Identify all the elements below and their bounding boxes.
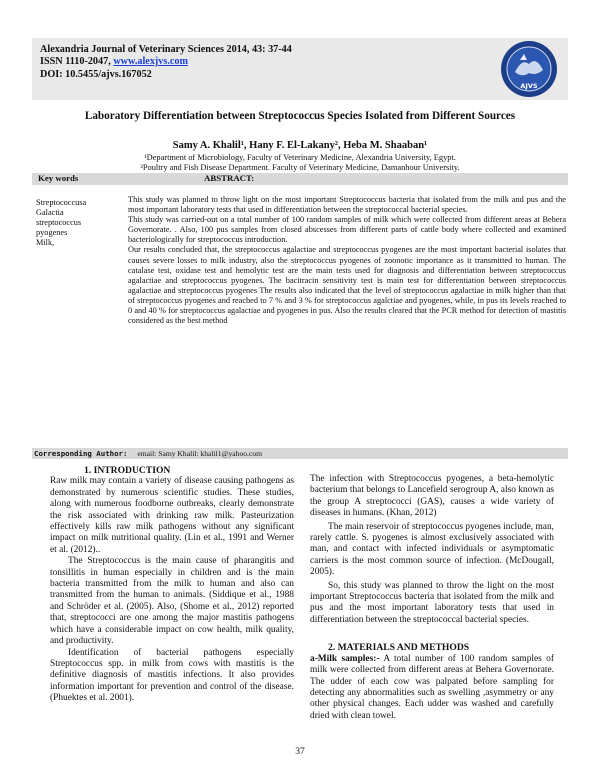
authors: Samy A. Khalil¹, Hany F. El-Lakany², Heba M. Shaaban¹	[172, 140, 428, 151]
abstract-paragraph: This study was planned to throw light on the most important Streptococcus bacteria that isolated from the milk and pus and the most important laboratory tests that used in differentiation between the streptococcal bacterial species.	[128, 195, 566, 215]
intro-paragraph: The infection with Streptococcus pyogenes, a beta-hemolytic bacterium that belongs to Lancefield serogroup A, also known as the group A streptococci (GAS), causes a wide variety of diseases in humans. (Khan, 2012)	[310, 474, 554, 519]
affiliation-2: ²Poultry and Fish Disease Department. Faculty of Veterinary Medicine, Damanhour University.	[140, 163, 460, 172]
journal-website-link[interactable]: www.alexjvs.com	[113, 56, 189, 68]
corresponding-email: email: Samy Khalil: khalil1@yahoo.com	[137, 449, 263, 458]
keyword-item: streptococcus	[36, 218, 82, 227]
abstract-body	[128, 195, 566, 449]
journal-logo-icon	[500, 40, 558, 98]
keywords-abstract-header	[32, 173, 568, 185]
logo-text: AJVS	[520, 82, 538, 90]
page-number: 37	[295, 746, 305, 757]
milk-samples-text: A total number of 100 random samples of milk were collected from different areas at Behera Governorate. The udder of each cow was palpated before sampling for detecting any abnormalities such as swelling ,asymmetry or any other physical changes. Each udder was washed and carefully dried with clean towel.	[310, 653, 554, 721]
abstract-heading: ABSTRACT:	[204, 173, 255, 183]
intro-paragraph: Raw milk may contain a variety of disease causing pathogens as demonstrated by numerous scientific studies. These studies, along with numerous foodborne outbreaks, clearly demonstrate the risk associated with drinking raw milk. Pasteurization effectively kills raw milk pathogens without any significant impact on milk nutritional quality. (Lin et al., 1991 and Werner et al. (2012)..	[50, 476, 294, 555]
paper-title: Laboratory Differentiation between Streptococcus Species Isolated from Different Sources	[84, 110, 516, 122]
abstract-paragraph: This study was carried-out on a total number of 100 random samples of milk which were collected from different areas at Behera Governorate. . Also, 100 pus samples from closed abscesses from different parts of cattle body where collected and examined bacteriologically for streptococcus introduction.	[128, 215, 566, 245]
journal-doi: DOI: 10.5455/ajvs.167052	[40, 68, 152, 80]
intro-paragraph: So, this study was planned to throw the light on the most important Streptococcus bacteria that isolated from the milk and pus and the most important laboratory tests that used in differentiation between the streptococcal bacterial species.	[310, 580, 554, 625]
affiliation-1: ¹Department of Microbiology, Faculty of Veterinary Medicine, Alexandria University, Egypt.	[144, 153, 456, 162]
keywords-list	[36, 198, 86, 248]
intro-paragraph: The Streptococcus is the main cause of pharangitis and tonsillitis in human especially in children and is the main bacteria transmitted from the milk to human and also can transmitted from the human to animals. (Siddique et al., 1988 and Schröder et al. (2005). Also, (Shome et al., 2012) reported that, streptococci are one among the major mastitis pathogens which have a considerable impact on cow health, milk quality, and productivity.	[50, 556, 294, 647]
keyword-item: Galactia	[36, 208, 64, 217]
introduction-heading: 1. INTRODUCTION	[84, 465, 171, 476]
abstract-paragraph: Our results concluded that, the streptococcus agalactiae and streptococcus pyogenes are the most important bacterial isolates that causes severe losses to milk industry, also the streptococcus pyogenes of zoonotic importance as it transmitted to human. The catalase test, oxidase test and hemolytic test are the main tests used for diagnosis and differentiation between streptococcus agalactiae and streptococcus pyogenes. The bacitracin sensitivity test is main test for differentiation between streptococcus agalactiae and streptococcus pyogenes The results also indicated that the level of streptococcus agalactiae in milk higher than that of streptococcus pyogenes and reached to 7 % and 3 % for streptococcus agalctiae and pyogenes, while, in pus its levels reached to 0 and 40 % for streptococcus agalactiae and pyogenes in pus. Also the results cleared that the PCR method for detection of mastitis considered as the best method	[128, 245, 566, 326]
right-column	[310, 474, 554, 722]
keyword-item: Milk,	[36, 238, 55, 247]
journal-citation: Alexandria Journal of Veterinary Sciences 2014, 43: 37-44	[40, 44, 292, 55]
methods-paragraph	[310, 654, 554, 722]
journal-info	[40, 44, 292, 81]
corresponding-label: Corresponding Author:	[34, 449, 128, 458]
milk-samples-subheading: a-Milk samples:-	[310, 653, 380, 664]
methods-heading: 2. MATERIALS AND METHODS	[328, 642, 470, 654]
corresponding-author-bar	[32, 448, 568, 459]
keywords-heading: Key words	[38, 173, 79, 183]
intro-paragraph: Identification of bacterial pathogens especially Streptococcus spp. in milk from cows with mastitis is the definitive diagnosis of mastitis infections. It also provides information important for prevention and control of the disease. (Phuektes et al. 2001).	[50, 647, 294, 704]
intro-paragraph: The main reservoir of streptococcus pyogenes include, man, rarely cattle. S. pyogenes is almost exclusively associated with man, and contact with infected individuals or asymptomatic carriers is the most common source of infection. (McDougall, 2005).	[310, 521, 554, 578]
keyword-item: pyogenes	[36, 228, 68, 237]
left-column	[50, 465, 294, 705]
keyword-item: Streptococcusa	[36, 198, 87, 207]
journal-issn: ISSN 1110-2047, www.alexjvs.com	[40, 56, 189, 68]
